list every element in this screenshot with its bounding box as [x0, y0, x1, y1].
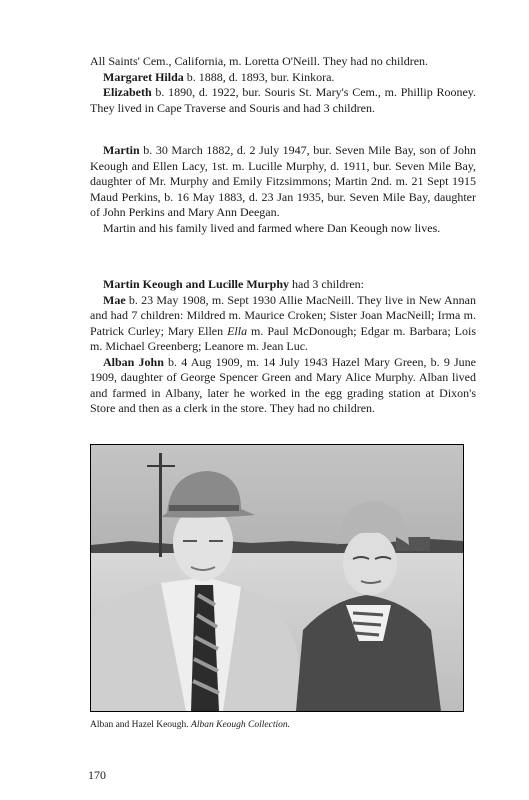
entry-name: Margaret Hilda [103, 69, 184, 84]
page-number: 170 [88, 768, 106, 782]
entry-name: Mae [103, 292, 126, 307]
text-block-martin [90, 143, 476, 236]
entry-name: Martin [103, 143, 140, 157]
entry-text: m. Paul McDonough; Edgar m. Barbara; Lois m. Michael Greenberg; Leanore m. Jean Luc. [90, 323, 476, 353]
caption-text: Alban and Hazel Keough. [90, 720, 192, 730]
entry-margaret [90, 70, 476, 86]
portrait-photo [90, 444, 464, 712]
heading-text: had 3 children: [289, 277, 365, 291]
continuation-text: All Saints' Cem., California, m. Loretta O'Neill. They had no children. [90, 54, 429, 68]
entry-alban [90, 355, 476, 417]
entry-martin [90, 143, 476, 221]
text-block-children [90, 277, 476, 417]
entry-name: Elizabeth [103, 85, 152, 99]
heading-names: Martin Keough and Lucille Murphy [103, 277, 290, 291]
entry-text: b. 30 March 1882, d. 2 July 1947, bur. Seven Mile Bay, son of John Keough and Ellen Lacy, 1st. m. Lucille Murphy, d. 1911, bur. Seven Mile Bay, daughter of Mr. Murphy and Emily Fitzsimmons; Martin 2nd. m. 21 Sept 1915 Maud Perkins, b. 16 May 1883, d. 23 Jan 1935, bur. Seven Mile Bay, daughter of John Perkins and Mary Ann Deegan. [90, 143, 476, 219]
children-heading [90, 277, 476, 293]
entry-text: b. 1890, d. 1922, bur. Souris St. Mary's Cem., m. Phillip Rooney. They lived in Cape Traverse and Souris and had 3 children. [90, 85, 476, 115]
continuation-line [90, 54, 476, 70]
entry-text: b. 4 Aug 1909, m. 14 July 1943 Hazel Mary Green, b. 9 June 1909, daughter of George Spencer Green and Mary Alice Murphy. Alban lived and farmed in Albany, later he worked in the egg grading station at Dixon's Store and then as a clerk in the store. They had no children. [90, 354, 476, 415]
entry-text: b. 23 May 1908, m. Sept 1930 Allie MacNeill. They live in New Annan and had 7 children: Mildred m. Maurice Croken; Sister Joan MacNeill; Irma m. Patrick Curley; Mary Ellen [90, 292, 476, 338]
photo-caption [90, 719, 470, 731]
entry-elizabeth [90, 85, 476, 116]
photo-illustration [91, 445, 463, 711]
paragraph-text: Martin and his family lived and farmed where Dan Keough now lives. [103, 220, 441, 235]
entry-nickname: Ella [227, 323, 248, 338]
text-block-continuation [90, 54, 476, 116]
entry-name: Alban John [103, 354, 164, 369]
entry-mae [90, 293, 476, 355]
martin-family-paragraph [90, 221, 476, 237]
caption-credit: Alban Keough Collection. [191, 720, 290, 730]
entry-text: b. 1888, d. 1893, bur. Kinkora. [183, 69, 335, 84]
